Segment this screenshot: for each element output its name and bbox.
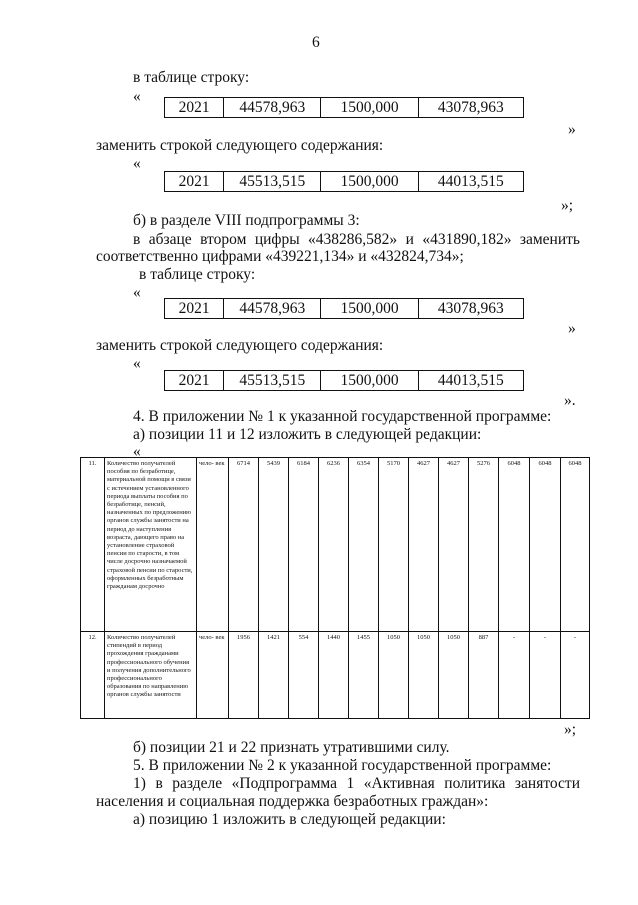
year-value: 5439 — [259, 458, 289, 632]
open-quote: « — [133, 155, 141, 172]
cell-year: 2021 — [165, 172, 224, 192]
year-value: - — [530, 632, 561, 719]
open-quote: « — [133, 284, 141, 301]
text-line: соответственно цифрами «439221,134» и «432824,734»; — [96, 248, 464, 265]
year-value: 6714 — [229, 458, 259, 632]
year-value: 4627 — [409, 458, 439, 632]
close-quote: » — [568, 320, 576, 337]
old-row-table-2 — [164, 298, 524, 319]
positions-table — [80, 457, 590, 719]
old-row-table-1 — [164, 97, 524, 118]
cell-value: 44013,515 — [418, 172, 523, 192]
indicator-name: Количество получателей стипендий в период прохождения гражданами профессионального обучения и получения дополнительного профессионального образования по направлению органов службы занятости — [105, 632, 197, 719]
year-value: 5276 — [469, 458, 499, 632]
close-quote: ». — [564, 392, 576, 409]
cell-value: 43078,963 — [418, 299, 523, 319]
year-value: 4627 — [439, 458, 469, 632]
cell-value: 45513,515 — [224, 371, 321, 391]
open-quote: « — [133, 355, 141, 372]
text-line: 5. В приложении № 2 к указанной государственной программе: — [133, 757, 552, 774]
open-quote: « — [133, 443, 141, 460]
table-row — [81, 632, 590, 719]
table-row — [81, 458, 590, 632]
year-value: 5170 — [379, 458, 409, 632]
close-quote: »; — [564, 721, 577, 738]
cell-year: 2021 — [165, 299, 224, 319]
text-line: а) позицию 1 изложить в следующей редакции: — [133, 811, 446, 828]
cell-value: 45513,515 — [224, 172, 321, 192]
text-line: населения и социальная поддержка безработных граждан»: — [96, 793, 489, 810]
text-line: 4. В приложении № 1 к указанной государственной программе: — [133, 408, 552, 425]
year-value: 6354 — [349, 458, 379, 632]
unit: чело- век — [197, 458, 229, 632]
new-row-table-2 — [164, 370, 524, 391]
text-line: б) позиции 21 и 22 признать утратившими силу. — [133, 739, 450, 756]
cell-value: 1500,000 — [321, 371, 418, 391]
year-value: 1455 — [349, 632, 379, 719]
year-value: 1956 — [229, 632, 259, 719]
open-quote: « — [133, 88, 141, 105]
year-value: 1050 — [379, 632, 409, 719]
text-line: заменить строкой следующего содержания: — [96, 337, 384, 354]
cell-value: 1500,000 — [321, 98, 418, 118]
cell-year: 2021 — [165, 98, 224, 118]
year-value: 1050 — [409, 632, 439, 719]
year-value: - — [561, 632, 590, 719]
text-line: в таблице строку: — [139, 266, 256, 283]
year-value: 1440 — [319, 632, 349, 719]
cell-year: 2021 — [165, 371, 224, 391]
new-row-table-1 — [164, 171, 524, 192]
year-value: 554 — [289, 632, 319, 719]
year-value: 887 — [469, 632, 499, 719]
close-quote: » — [568, 121, 576, 138]
position-number: 11. — [81, 458, 105, 632]
text-line: заменить строкой следующего содержания: — [96, 137, 384, 154]
cell-value: 1500,000 — [321, 172, 418, 192]
text-line: б) в разделе VIII подпрограммы 3: — [133, 212, 360, 229]
cell-value: 44578,963 — [224, 299, 321, 319]
year-value: 1050 — [439, 632, 469, 719]
cell-value: 44578,963 — [224, 98, 321, 118]
cell-value: 44013,515 — [418, 371, 523, 391]
cell-value: 1500,000 — [321, 299, 418, 319]
year-value: 6236 — [319, 458, 349, 632]
text-line: в таблице строку: — [133, 69, 250, 86]
indicator-name: Количество получателей пособия по безработице, материальной помощи в связи с истечением установленного периода выплаты пособия по безработице, пенсий, назначенных по предложению органов службы занятости на период до наступления возраста, дающего право на установление страховой пенсии по старости, в том числе досрочно назначаемой страховой пенсии по старости, оформленных безработным гражданам досрочно — [105, 458, 197, 632]
text-line: в абзаце втором цифры «438286,582» и «431890,182» заменить — [133, 231, 580, 248]
year-value: 6048 — [499, 458, 530, 632]
cell-value: 43078,963 — [418, 98, 523, 118]
unit: чело- век — [197, 632, 229, 719]
text-line: а) позиции 11 и 12 изложить в следующей редакции: — [133, 426, 482, 443]
close-quote: »; — [561, 197, 574, 214]
year-value: 1421 — [259, 632, 289, 719]
year-value: - — [499, 632, 530, 719]
page-number: 6 — [312, 34, 320, 51]
position-number: 12. — [81, 632, 105, 719]
year-value: 6184 — [289, 458, 319, 632]
year-value: 6048 — [561, 458, 590, 632]
year-value: 6048 — [530, 458, 561, 632]
text-line: 1) в разделе «Подпрограмма 1 «Активная политика занятости — [133, 775, 580, 792]
